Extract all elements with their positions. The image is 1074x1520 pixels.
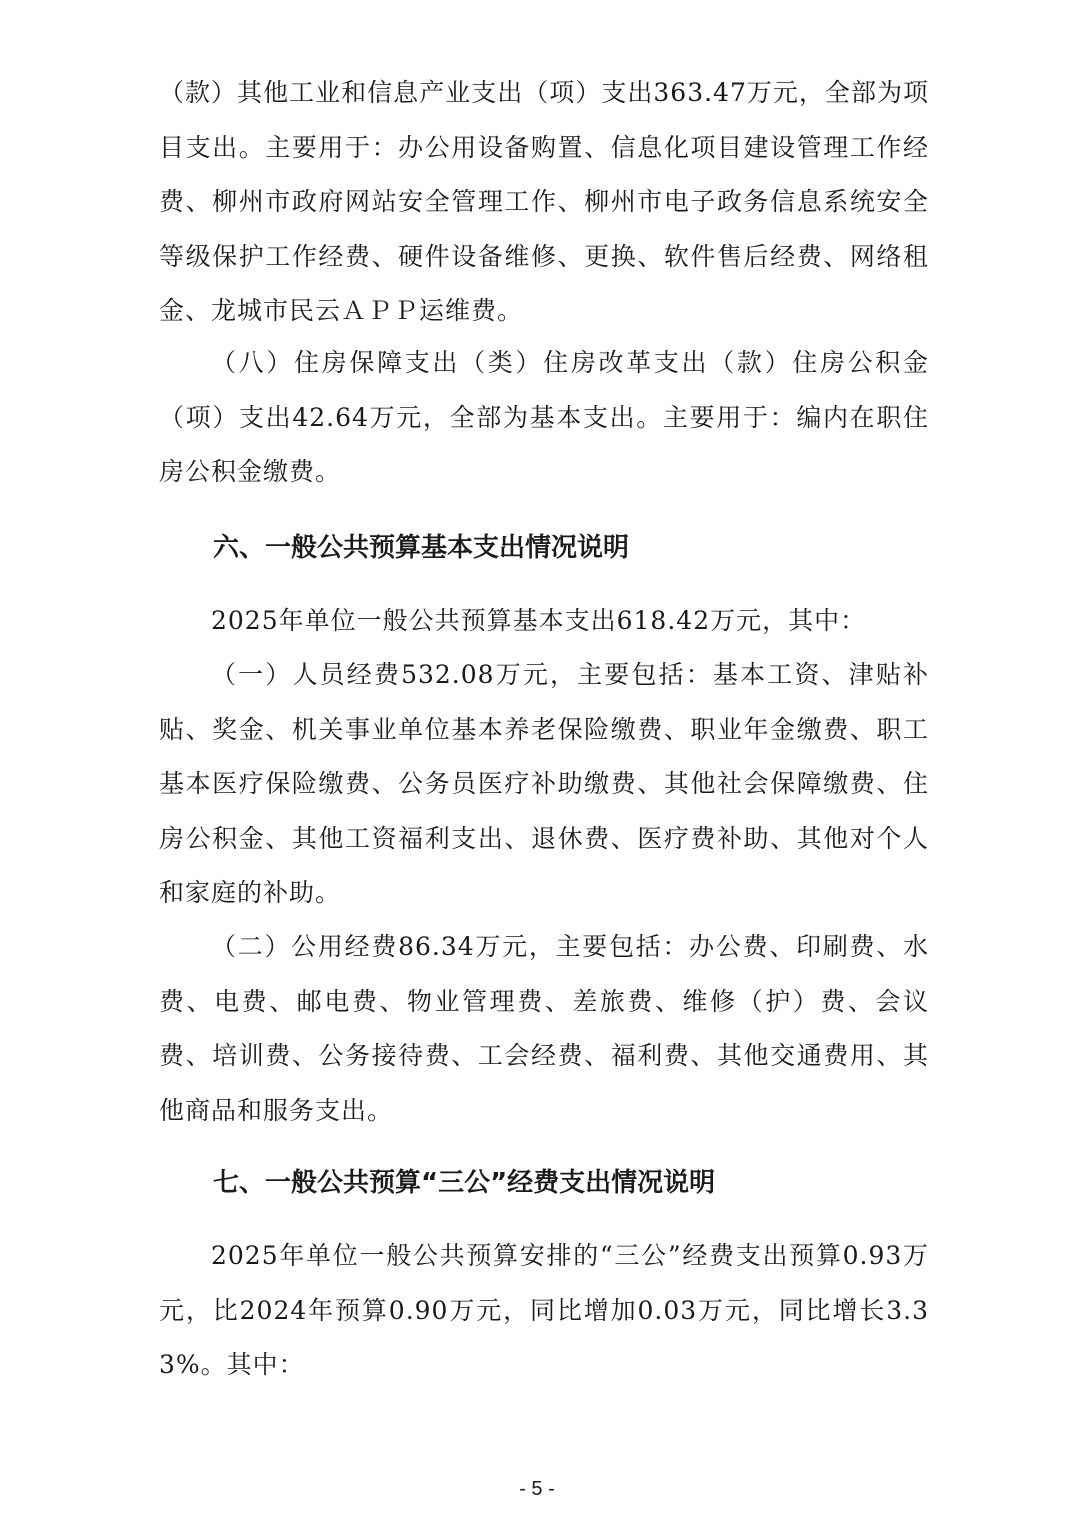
paragraph-basic-expenditure-total: 2025年单位一般公共预算基本支出618.42万元，其中： (211, 606, 867, 635)
paragraph-housing-expenditure: （八）住房保障支出（类）住房改革支出（款）住房公积金（项）支出42.64万元，全部为基本支出。主要用于：编内在职住房公积金缴费。 (159, 348, 929, 486)
page-number: - 5 - (519, 1478, 555, 1500)
section-heading-three-public-expenses: 七、一般公共预算“三公”经费支出情况说明 (213, 1168, 716, 1198)
section-heading-basic-expenditure: 六、一般公共预算基本支出情况说明 (213, 533, 630, 563)
paragraph-personnel-expenses: （一）人员经费532.08万元，主要包括：基本工资、津贴补贴、奖金、机关事业单位基本养老保险缴费、职业年金缴费、职工基本医疗保险缴费、公务员医疗补助缴费、其他社会保障缴费、住房公积金、其他工资福利支出、退休费、医疗费补助、其他对个人和家庭的补助。 (159, 660, 929, 907)
paragraph-public-expenses: （二）公用经费86.34万元，主要包括：办公费、印刷费、水费、电费、邮电费、物业管理费、差旅费、维修（护）费、会议费、培训费、公务接待费、工会经费、福利费、其他交通费用、其他商品和服务支出。 (159, 932, 929, 1125)
paragraph-three-public-budget: 2025年单位一般公共预算安排的“三公”经费支出预算0.93万元，比2024年预算0.90万元，同比增加0.03万元，同比增长3.33%。其中： (159, 1241, 929, 1379)
paragraph-industry-it-expenditure: （款）其他工业和信息产业支出（项）支出363.47万元，全部为项目支出。主要用于：办公用设备购置、信息化项目建设管理工作经费、柳州市政府网站安全管理工作、柳州市电子政务信息系统安全等级保护工作经费、硬件设备维修、更换、软件售后经费、网络租金、龙城市民云ＡＰＰ运维费。 (159, 78, 929, 325)
